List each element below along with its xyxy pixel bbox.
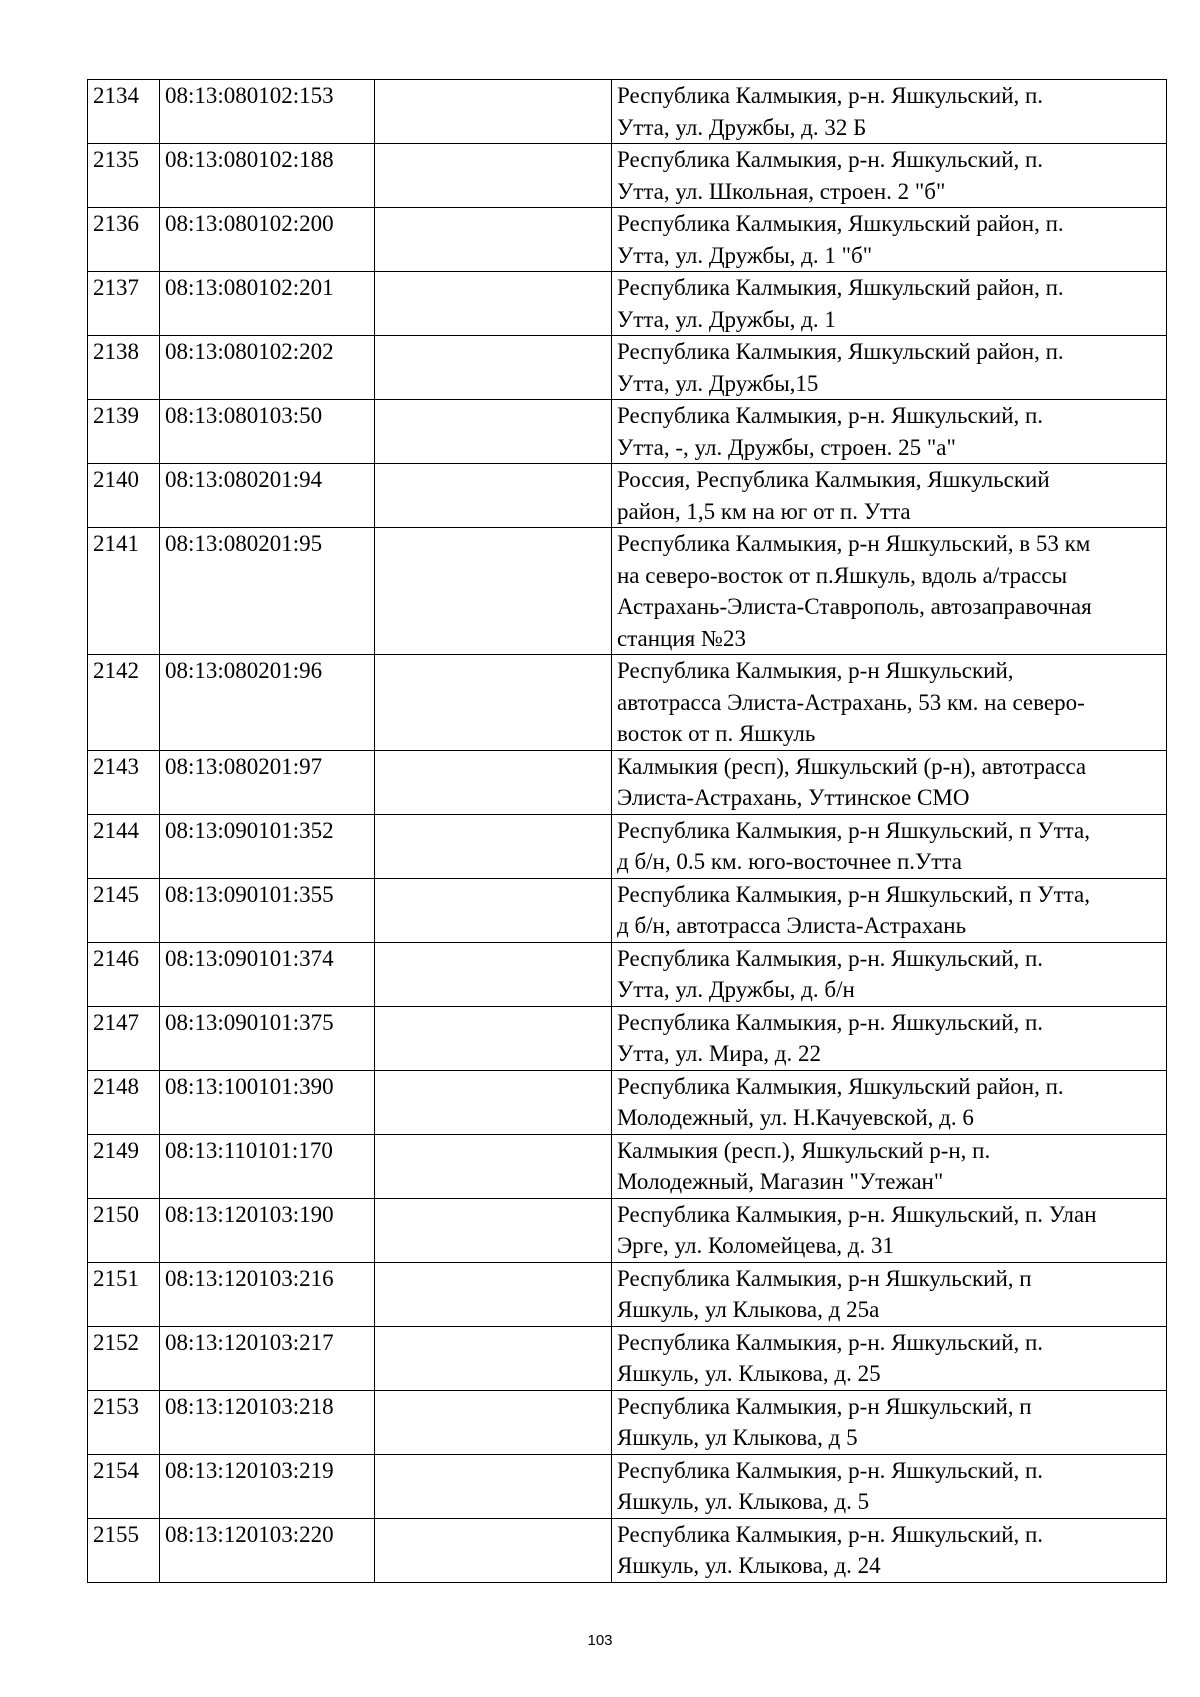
table-row [88, 272, 1167, 336]
empty-cell [375, 655, 612, 751]
row-number-cell: 2146 [88, 942, 160, 1006]
empty-cell [375, 208, 612, 272]
cadastral-number-cell: 08:13:120103:216 [160, 1262, 375, 1326]
row-number-cell: 2147 [88, 1006, 160, 1070]
address-cell: Республика Калмыкия, Яшкульский район, п. Молодежный, ул. Н.Качуевской, д. 6 [612, 1070, 1167, 1134]
empty-cell [375, 272, 612, 336]
row-number-cell: 2137 [88, 272, 160, 336]
address-cell: Республика Калмыкия, р-н Яшкульский, п Утта, д б/н, автотрасса Элиста-Астрахань [612, 878, 1167, 942]
address-cell: Республика Калмыкия, р-н. Яшкульский, п. Утта, ул. Дружбы, д. б/н [612, 942, 1167, 1006]
cadastral-number-cell: 08:13:080102:202 [160, 336, 375, 400]
empty-cell [375, 1326, 612, 1390]
table-row [88, 814, 1167, 878]
registry-table [87, 79, 1167, 1583]
address-cell: Республика Калмыкия, р-н Яшкульский, п Утта, д б/н, 0.5 км. юго-восточнее п.Утта [612, 814, 1167, 878]
row-number-cell: 2155 [88, 1518, 160, 1582]
address-cell: Республика Калмыкия, р-н Яшкульский, п Яшкуль, ул Клыкова, д 5 [612, 1390, 1167, 1454]
table-row [88, 1006, 1167, 1070]
address-cell: Республика Калмыкия, р-н. Яшкульский, п. Утта, ул. Школьная, строен. 2 "б" [612, 144, 1167, 208]
cadastral-number-cell: 08:13:080201:96 [160, 655, 375, 751]
row-number-cell: 2142 [88, 655, 160, 751]
table-row [88, 144, 1167, 208]
cadastral-number-cell: 08:13:120103:217 [160, 1326, 375, 1390]
empty-cell [375, 1454, 612, 1518]
table-row [88, 336, 1167, 400]
address-cell: Республика Калмыкия, Яшкульский район, п. Утта, ул. Дружбы,15 [612, 336, 1167, 400]
row-number-cell: 2139 [88, 400, 160, 464]
table-row [88, 655, 1167, 751]
cadastral-number-cell: 08:13:080103:50 [160, 400, 375, 464]
row-number-cell: 2136 [88, 208, 160, 272]
empty-cell [375, 1518, 612, 1582]
empty-cell [375, 80, 612, 144]
address-cell: Калмыкия (респ), Яшкульский (р-н), автотрасса Элиста-Астрахань, Уттинское СМО [612, 750, 1167, 814]
cadastral-number-cell: 08:13:120103:218 [160, 1390, 375, 1454]
cadastral-number-cell: 08:13:120103:219 [160, 1454, 375, 1518]
empty-cell [375, 942, 612, 1006]
row-number-cell: 2148 [88, 1070, 160, 1134]
cadastral-number-cell: 08:13:100101:390 [160, 1070, 375, 1134]
cadastral-number-cell: 08:13:120103:220 [160, 1518, 375, 1582]
table-row [88, 750, 1167, 814]
row-number-cell: 2138 [88, 336, 160, 400]
empty-cell [375, 814, 612, 878]
empty-cell [375, 400, 612, 464]
table-row [88, 80, 1167, 144]
row-number-cell: 2144 [88, 814, 160, 878]
cadastral-number-cell: 08:13:080102:201 [160, 272, 375, 336]
address-cell: Республика Калмыкия, р-н Яшкульский, автотрасса Элиста-Астрахань, 53 км. на северо- восток от п. Яшкуль [612, 655, 1167, 751]
cadastral-number-cell: 08:13:090101:352 [160, 814, 375, 878]
cadastral-number-cell: 08:13:080102:188 [160, 144, 375, 208]
empty-cell [375, 336, 612, 400]
empty-cell [375, 1070, 612, 1134]
table-row [88, 1134, 1167, 1198]
row-number-cell: 2140 [88, 464, 160, 528]
cadastral-number-cell: 08:13:120103:190 [160, 1198, 375, 1262]
table-row [88, 1262, 1167, 1326]
registry-table-body [88, 80, 1167, 1583]
address-cell: Республика Калмыкия, р-н Яшкульский, в 53 км на северо-восток от п.Яшкуль, вдоль а/трассы Астрахань-Элиста-Ставрополь, автозаправочная станция №23 [612, 528, 1167, 655]
empty-cell [375, 878, 612, 942]
cadastral-number-cell: 08:13:080201:97 [160, 750, 375, 814]
empty-cell [375, 464, 612, 528]
row-number-cell: 2150 [88, 1198, 160, 1262]
empty-cell [375, 1262, 612, 1326]
table-row [88, 878, 1167, 942]
address-cell: Калмыкия (респ.), Яшкульский р-н, п. Молодежный, Магазин "Утежан" [612, 1134, 1167, 1198]
empty-cell [375, 1006, 612, 1070]
cadastral-number-cell: 08:13:090101:374 [160, 942, 375, 1006]
row-number-cell: 2153 [88, 1390, 160, 1454]
empty-cell [375, 1134, 612, 1198]
cadastral-number-cell: 08:13:080201:94 [160, 464, 375, 528]
row-number-cell: 2149 [88, 1134, 160, 1198]
table-row [88, 1198, 1167, 1262]
row-number-cell: 2143 [88, 750, 160, 814]
row-number-cell: 2141 [88, 528, 160, 655]
row-number-cell: 2151 [88, 1262, 160, 1326]
address-cell: Республика Калмыкия, р-н. Яшкульский, п. Утта, -, ул. Дружбы, строен. 25 "а" [612, 400, 1167, 464]
address-cell: Республика Калмыкия, Яшкульский район, п. Утта, ул. Дружбы, д. 1 [612, 272, 1167, 336]
table-row [88, 1518, 1167, 1582]
address-cell: Республика Калмыкия, р-н Яшкульский, п Яшкуль, ул Клыкова, д 25а [612, 1262, 1167, 1326]
table-row [88, 464, 1167, 528]
address-cell: Республика Калмыкия, Яшкульский район, п. Утта, ул. Дружбы, д. 1 "б" [612, 208, 1167, 272]
page-number: 103 [587, 1632, 613, 1649]
empty-cell [375, 750, 612, 814]
row-number-cell: 2154 [88, 1454, 160, 1518]
table-row [88, 208, 1167, 272]
address-cell: Республика Калмыкия, р-н. Яшкульский, п. Яшкуль, ул. Клыкова, д. 24 [612, 1518, 1167, 1582]
table-row [88, 1326, 1167, 1390]
address-cell: Республика Калмыкия, р-н. Яшкульский, п. Яшкуль, ул. Клыкова, д. 25 [612, 1326, 1167, 1390]
table-row [88, 1390, 1167, 1454]
address-cell: Республика Калмыкия, р-н. Яшкульский, п. Утта, ул. Мира, д. 22 [612, 1006, 1167, 1070]
table-row [88, 1454, 1167, 1518]
table-row [88, 400, 1167, 464]
cadastral-number-cell: 08:13:090101:355 [160, 878, 375, 942]
empty-cell [375, 1198, 612, 1262]
address-cell: Россия, Республика Калмыкия, Яшкульский район, 1,5 км на юг от п. Утта [612, 464, 1167, 528]
cadastral-number-cell: 08:13:080201:95 [160, 528, 375, 655]
table-row [88, 942, 1167, 1006]
cadastral-number-cell: 08:13:080102:200 [160, 208, 375, 272]
row-number-cell: 2134 [88, 80, 160, 144]
empty-cell [375, 1390, 612, 1454]
table-row [88, 1070, 1167, 1134]
empty-cell [375, 144, 612, 208]
address-cell: Республика Калмыкия, р-н. Яшкульский, п. Улан Эрге, ул. Коломейцева, д. 31 [612, 1198, 1167, 1262]
cadastral-number-cell: 08:13:110101:170 [160, 1134, 375, 1198]
address-cell: Республика Калмыкия, р-н. Яшкульский, п. Яшкуль, ул. Клыкова, д. 5 [612, 1454, 1167, 1518]
cadastral-number-cell: 08:13:090101:375 [160, 1006, 375, 1070]
cadastral-number-cell: 08:13:080102:153 [160, 80, 375, 144]
empty-cell [375, 528, 612, 655]
table-row [88, 528, 1167, 655]
row-number-cell: 2135 [88, 144, 160, 208]
address-cell: Республика Калмыкия, р-н. Яшкульский, п. Утта, ул. Дружбы, д. 32 Б [612, 80, 1167, 144]
row-number-cell: 2152 [88, 1326, 160, 1390]
row-number-cell: 2145 [88, 878, 160, 942]
